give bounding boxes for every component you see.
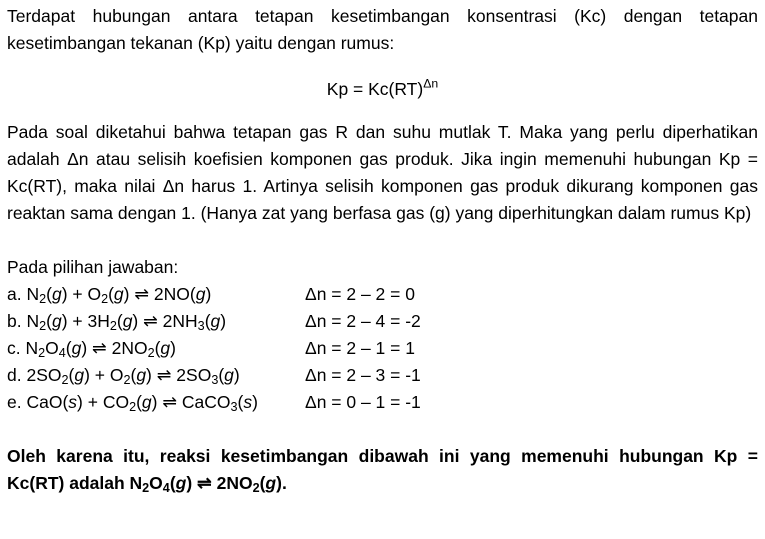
option-c bbox=[7, 335, 758, 362]
equilibrium-arrow-icon: ⇌ bbox=[156, 365, 172, 385]
conclusion-text: Oleh karena itu, reaksi kesetimbangan dibawah ini yang memenuhi hubungan Kp = Kc(RT) adalah bbox=[7, 446, 758, 493]
options-heading: Pada pilihan jawaban: bbox=[7, 257, 179, 277]
kp-kc-formula bbox=[7, 76, 758, 103]
option-c-reaction: c. $N_2O_4(g)$ ⇌ $2NO_2(g)$ bbox=[7, 338, 176, 361]
option-a-delta: Δn = 2 – 2 = 0 bbox=[305, 284, 415, 304]
option-e bbox=[7, 389, 758, 416]
formula-exponent: Δn bbox=[423, 76, 439, 91]
option-b-reaction: b. $N_2(g) + 3H_2(g)$ ⇌ $2NH_3(g)$ bbox=[7, 311, 227, 334]
option-c-delta: Δn = 2 – 1 = 1 bbox=[305, 338, 415, 358]
equilibrium-arrow-icon: ⇌ bbox=[197, 473, 212, 493]
option-d-delta: Δn = 2 – 3 = -1 bbox=[305, 365, 421, 385]
equilibrium-arrow-icon: ⇌ bbox=[92, 338, 107, 358]
option-d-reaction: d. $2SO_2(g) + O_2(g)$ ⇌ $2SO_3(g)$ bbox=[7, 365, 240, 388]
option-a-reaction: a. $N_2(g) + O_2(g)$ ⇌ 2NO(g) bbox=[7, 284, 212, 307]
option-a bbox=[7, 281, 758, 308]
intro-paragraph: Terdapat hubungan antara tetapan kesetimbangan konsentrasi (Kc) dengan tetapan kesetimbangan tekanan (Kp) yaitu dengan rumus: bbox=[7, 6, 758, 53]
option-b-delta: Δn = 2 – 4 = -2 bbox=[305, 311, 421, 331]
option-d bbox=[7, 362, 758, 389]
option-e-delta: Δn = 0 – 1 = -1 bbox=[305, 392, 421, 412]
formula-main: Kp = Kc(RT) bbox=[326, 79, 424, 99]
option-e-reaction: e. $CaO(s) + CO_2(g)$ ⇌ CaCO$_3$(s) bbox=[7, 392, 258, 415]
equilibrium-arrow-icon: ⇌ bbox=[162, 392, 178, 412]
explanation-paragraph: Pada soal diketahui bahwa tetapan gas R dan suhu mutlak T. Maka yang perlu diperhatikan adalah Δn atau selisih koefisien komponen gas produk. Jika ingin memenuhi hubungan Kp = Kc(RT), maka nilai Δn harus 1. Artinya selisih komponen gas produk dikurang komponen gas reaktan sama dengan 1. (Hanya zat yang berfasa gas (g) yang diperhitungkan dalam rumus Kp) bbox=[7, 122, 758, 223]
equilibrium-arrow-icon: ⇌ bbox=[143, 311, 158, 331]
equilibrium-arrow-icon: ⇌ bbox=[134, 284, 150, 304]
option-b bbox=[7, 308, 758, 335]
conclusion-paragraph: Oleh karena itu, reaksi kesetimbangan dibawah ini yang memenuhi hubungan Kp = Kc(RT) adalah $N_2O_4(g)$ ⇌ $2NO_2(g)$. bbox=[7, 446, 758, 496]
